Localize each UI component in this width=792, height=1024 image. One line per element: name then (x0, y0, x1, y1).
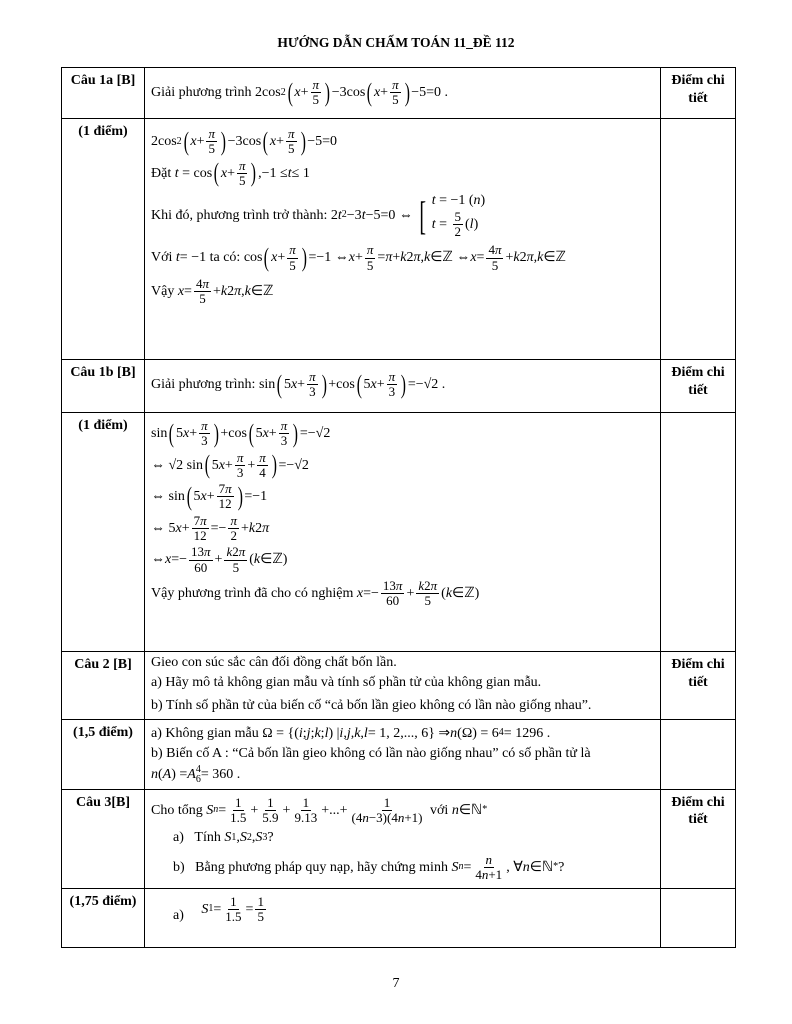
grading-header: Điểm chi tiết (661, 652, 736, 720)
grading-cell (661, 119, 736, 360)
question-row-3 (62, 789, 736, 888)
points-label: (1 điểm) (62, 119, 145, 360)
question-text: Cho tổng S n = $\frac{1}{1.5}$ + $\frac{1}{5.9}$ + $\frac{1}{9.13}$ +...+ $\frac{1}{(4n-3)(4n+1)}$ với n ∈ℕ * (151, 794, 488, 825)
answer-row-3 (62, 888, 736, 947)
solution (145, 719, 661, 789)
answer-row-1b (62, 413, 736, 652)
grading-header: Điểm chi tiết (661, 68, 736, 119)
grading-table (61, 67, 736, 948)
solution (145, 119, 661, 360)
question-label: Câu 1a [B] (62, 68, 145, 119)
solution-line: ⇔ x =− $\frac{13\pi}{60}$ + $\frac{k2\pi}{5}$ ( k ∈ℤ) (151, 544, 288, 575)
solution-line: Với t = −1 ta có: cos ( x + $\frac{\pi}{5}$ ) =−1 ⇔ x + $\frac{\pi}{5}$ = π + k 2 π , k ∈ℤ ⇔ x = $\frac{4\pi}{5}$ + k 2 π , k ∈ℤ (151, 242, 566, 273)
grading-cell (661, 888, 736, 947)
solution-line: sin ( 5 x + $\frac{\pi}{3}$ ) +cos ( 5 x + $\frac{\pi}{3}$ ) =−√2 (151, 418, 331, 449)
solution-line: Vậy phương trình đã cho có nghiệm x =− $\frac{13\pi}{60}$ + $\frac{k2\pi}{5}$ ( k ∈ℤ) (151, 577, 480, 609)
question-row-2 (62, 652, 736, 720)
question-text: Gieo con súc sắc cân đối đồng chất bốn lần. (151, 655, 397, 670)
question-item: a) Tính S 1 , S 2 , S 3 ? (173, 830, 274, 846)
solution-line: Khi đó, phương trình trở thành: 2 t 2 −3 t −5=0 ⇔ [ t = −1 (n) t = $\frac{5}{2}$ ( l ) (151, 192, 486, 239)
grading-cell (661, 719, 736, 789)
solution-line: Vậy x = $\frac{4\pi}{5}$ + k 2 π , k ∈ℤ (151, 275, 274, 307)
solution-line: a) Không gian mẫu Ω = {( i ; j ; k ; l ) | i , j , k , l = 1, 2,..., 6} ⇒ n (Ω) = 6 4 = 1296 . (151, 725, 551, 741)
solution-line: n ( A ) = A 4 6 = 360 . (151, 763, 241, 785)
points-label: (1 điểm) (62, 413, 145, 652)
question-label: Câu 2 [B] (62, 652, 145, 720)
points-label: (1,5 điểm) (62, 719, 145, 789)
question-label: Câu 1b [B] (62, 360, 145, 413)
points-label: (1,75 điểm) (62, 888, 145, 947)
prompt-text: Giải phương trình (151, 85, 252, 101)
solution-line: Đặt t = cos ( x + $\frac{\pi}{5}$ ) ,−1 ≤ t ≤ 1 (151, 157, 310, 188)
solution-line: b) Biến cố A : “Cả bốn lần gieo không có lần nào giống nhau” có số phần tử là (151, 746, 591, 761)
answer-row-1a (62, 119, 736, 360)
question-text: a) Hãy mô tả không gian mẫu và tính số phần tử của không gian mẫu. (151, 674, 542, 690)
solution-line: a) S 1 = $\frac{1}{1.5}$ = $\frac{1}{5}$ (173, 893, 264, 924)
answer-row-2 (62, 719, 736, 789)
page-number: 7 (392, 976, 400, 991)
question-row-1b (62, 360, 736, 413)
solution-line: ⇔ sin ( 5 x + $\frac{7\pi}{12}$ ) =−1 (151, 481, 268, 512)
equation: 2cos 2 ( x + $\frac{\pi}{5}$ ) −3cos ( x + $\frac{\pi}{5}$ ) −5=0 . (255, 77, 449, 108)
question-prompt (145, 68, 661, 119)
solution (145, 413, 661, 652)
question-label: Câu 3[B] (62, 789, 145, 888)
question-row-1a (62, 68, 736, 119)
grading-cell (661, 413, 736, 652)
page-title: HƯỚNG DẪN CHẤM TOÁN 11_ĐỀ 112 (277, 35, 515, 50)
solution-line: ⇔ 5 x + $\frac{7\pi}{12}$ =− $\frac{\pi}{2}$ + k 2 π (151, 512, 270, 544)
question-item: b) Bằng phương pháp quy nạp, hãy chứng minh S n = $\frac{n}{4n+1}$ , ∀ n ∈ℕ * ? (173, 851, 565, 882)
question-text: b) Tính số phần tử của biến cố “cả bốn lần gieo không có lần nào giống nhau”. (151, 698, 592, 713)
solution-line: 2cos 2 ( x + $\frac{\pi}{5}$ ) −3cos ( x + $\frac{\pi}{5}$ ) −5=0 (151, 126, 337, 157)
solution-line: ⇔ √2 sin ( 5 x + $\frac{\pi}{3}$ + $\frac{\pi}{4}$ ) =−√2 (151, 449, 309, 480)
grading-header: Điểm chi tiết (661, 360, 736, 413)
grading-header: Điểm chi tiết (661, 789, 736, 888)
question-prompt: Giải phương trình: sin ( 5 x + $\frac{\pi}{3}$ ) +cos ( 5 x + $\frac{\pi}{3}$ ) =−√2 . (145, 360, 661, 413)
question-prompt (145, 789, 661, 888)
question-prompt (145, 652, 661, 720)
solution (145, 888, 661, 947)
